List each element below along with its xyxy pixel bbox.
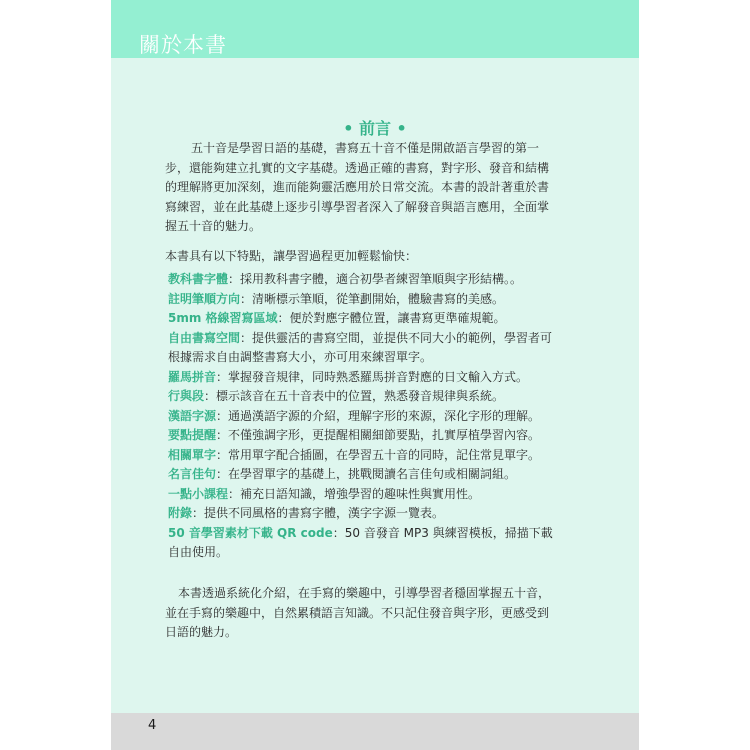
features-intro: 本書具有以下特點，讓學習過程更加輕鬆愉快：: [165, 249, 418, 263]
book-page: [111, 0, 639, 750]
list-item: [168, 309, 560, 329]
feature-desc: ：不僅強調字形，更提醒相關細節要點，扎實厚植學習內容。: [216, 428, 541, 442]
feature-desc: ：清晰標示筆順，從筆劃開始，體驗書寫的美感。: [240, 291, 505, 306]
feature-term: 要點提醒: [168, 428, 217, 442]
feature-desc: ：標示該音在五十音表中的位置，熟悉發音規律與系統。: [204, 389, 505, 403]
feature-desc: ：便於對應字體位置，讓書寫更準確規範。: [277, 311, 506, 325]
feature-term: 羅馬拼音: [168, 369, 217, 384]
feature-term: 行與段: [168, 389, 205, 403]
list-item: [168, 524, 560, 563]
list-item: [168, 485, 560, 505]
feature-desc: ：提供靈活的書寫空間，並提供不同大小的範例，學習者可根據需求自由調整書寫大小，亦可用來練習單字。: [168, 330, 553, 364]
list-item: [168, 387, 560, 407]
list-item: [168, 368, 560, 388]
feature-desc: ：常用單字配合插圖，在學習五十音的同時，記住常見單字。: [216, 447, 541, 462]
list-item: [168, 329, 560, 368]
list-item: [168, 270, 560, 290]
feature-desc: ：50 音發音 MP3 與練習模板，掃描下載自由使用。: [168, 525, 553, 559]
feature-term: 附錄: [168, 506, 193, 520]
header-bar: [111, 0, 639, 58]
list-item: [168, 407, 560, 427]
feature-desc: ：掌握發音規律，同時熟悉羅馬拼音對應的日文輸入方式。: [216, 369, 529, 384]
feature-term: 50 音學習素材下載 QR code: [168, 525, 333, 540]
feature-term: 教科書字體: [168, 272, 229, 286]
feature-desc: ：通過漢語字源的介紹，理解字形的來源，深化字形的理解。: [216, 408, 541, 423]
list-item: [168, 290, 560, 310]
intro-text: 五十音是學習日語的基礎，書寫五十音不僅是開啟語言學習的第一步，還能夠建立扎實的文字基礎。透過正確的書寫，對字形、發音和結構的理解將更加深刻，進而能夠靈活應用於日常交流。本書的設計著重於書寫練習，並在此基礎上逐步引導學習者深入了解發音與語言應用，全面掌握五十音的魅力。: [165, 141, 550, 233]
feature-desc: ：補充日語知識，增強學習的趣味性與實用性。: [228, 486, 481, 501]
feature-term: 註明筆順方向: [168, 291, 241, 306]
feature-desc: ：提供不同風格的書寫字體，漢字字源一覽表。: [192, 506, 445, 520]
section-title: • 前言 •: [343, 119, 407, 138]
feature-term: 相關單字: [168, 447, 217, 462]
list-item: [168, 446, 560, 466]
feature-term: 自由書寫空間: [168, 330, 241, 345]
closing-paragraph: [165, 584, 553, 643]
feature-term: 漢語字源: [168, 408, 217, 423]
feature-desc: ：採用教科書字體，適合初學者練習筆順與字形結構。。: [228, 272, 523, 286]
feature-term: 名言佳句: [168, 467, 217, 481]
page-title: 關於本書: [139, 33, 227, 57]
list-item: [168, 465, 560, 485]
feature-desc: ：在學習單字的基礎上，挑戰閱讀名言佳句或相關詞組。: [216, 467, 517, 481]
footer-bar: [111, 713, 639, 750]
list-item: [168, 504, 560, 524]
closing-text: 本書透過系統化介紹，在手寫的樂趣中，引導學習者穩固掌握五十音，並在手寫的樂趣中，自然累積語言知識。不只記住發音與字形，更感受到日語的魅力。: [165, 586, 551, 639]
page-number: 4: [148, 718, 157, 733]
list-item: [168, 426, 560, 446]
feature-term: 一點小課程: [168, 486, 229, 501]
feature-term: 5mm 格線習寫區域: [168, 311, 278, 325]
intro-paragraph: [165, 139, 553, 237]
features-list: [168, 270, 560, 563]
